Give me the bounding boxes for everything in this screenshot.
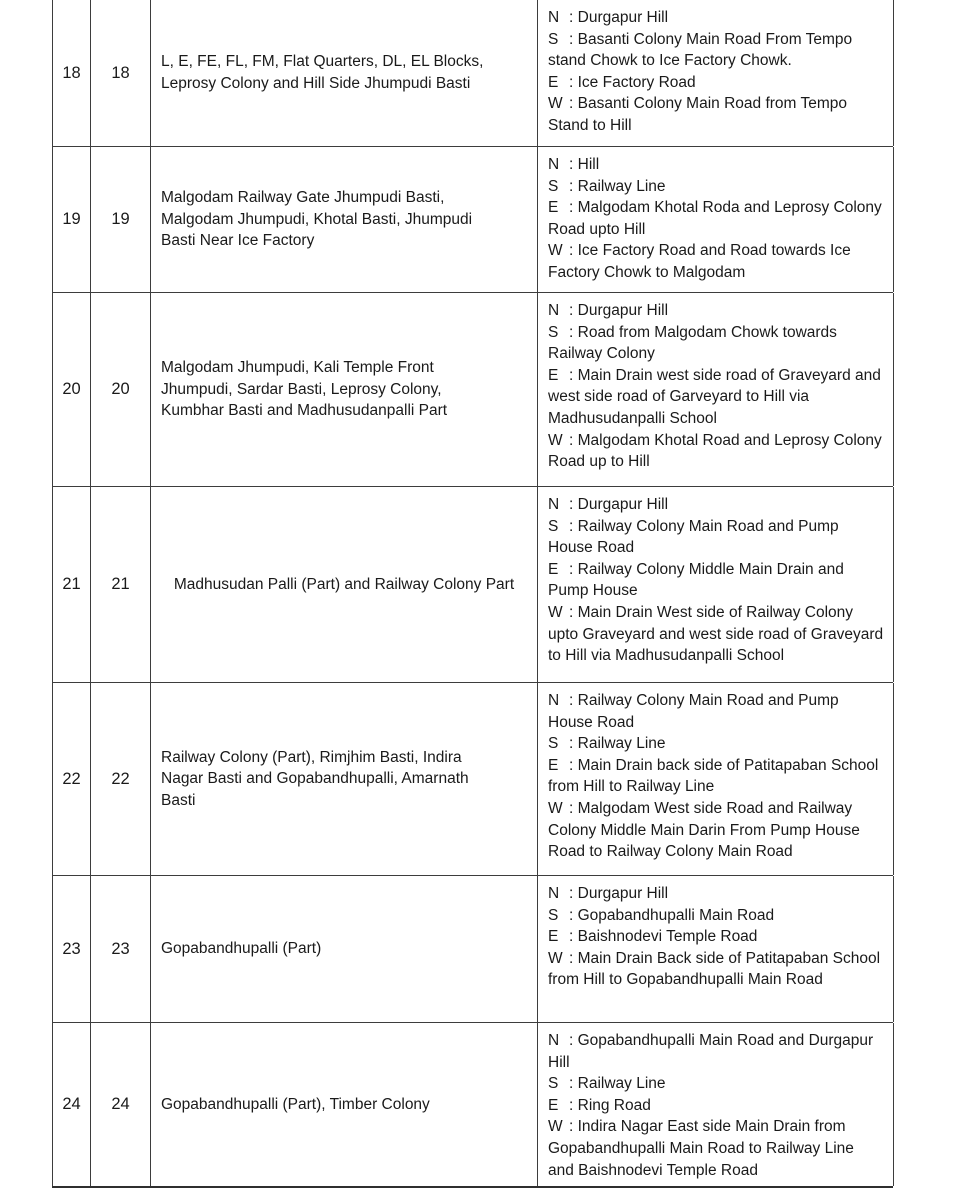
boundary-description: Ring Road — [577, 1096, 651, 1114]
boundary-direction-label: S — [548, 517, 559, 535]
area-description-cell: Madhusudan Palli (Part) and Railway Colony Part — [151, 487, 538, 682]
boundary-w — [548, 798, 884, 863]
boundary-description: Railway Colony Middle Main Drain and Pump House — [548, 560, 844, 600]
boundaries-cell — [538, 876, 894, 1022]
ward-number-cell: 23 — [91, 876, 151, 1022]
boundary-description: Baishnodevi Temple Road — [577, 928, 758, 946]
table-row-ward-22 — [52, 682, 893, 875]
boundary-direction-label: S — [548, 323, 559, 341]
boundary-separator: : — [569, 177, 578, 195]
boundary-direction-label: S — [548, 735, 559, 753]
boundary-direction-label: W — [548, 1118, 563, 1136]
boundary-s — [548, 29, 884, 72]
boundary-description: Durgapur Hill — [577, 885, 669, 902]
boundary-separator: : — [569, 560, 578, 578]
boundary-direction-label: S — [548, 906, 559, 924]
boundary-direction-label: S — [548, 30, 559, 48]
boundary-direction-label: E — [548, 928, 559, 946]
boundary-description: Malgodam West side Road and Railway Colony Middle Main Darin From Pump House Road to Railway Colony Main Road — [548, 799, 860, 861]
boundary-separator: : — [569, 302, 578, 319]
boundary-description: Road from Malgodam Chowk towards Railway Colony — [548, 323, 837, 363]
boundary-separator: : — [569, 1096, 578, 1114]
boundary-separator: : — [569, 323, 578, 341]
boundary-s — [548, 733, 884, 755]
boundary-description: Durgapur Hill — [577, 302, 669, 319]
boundary-s — [548, 322, 884, 365]
boundary-e — [548, 755, 884, 798]
boundary-separator: : — [569, 756, 578, 774]
boundary-n — [548, 494, 884, 516]
boundary-direction-label: E — [548, 366, 559, 384]
boundary-e — [548, 926, 884, 948]
boundary-w — [548, 948, 884, 991]
boundary-e — [548, 365, 884, 430]
boundary-direction-label: E — [548, 1096, 559, 1114]
table-row-ward-24 — [52, 1022, 893, 1186]
boundary-separator: : — [569, 949, 578, 967]
boundary-direction-label: N — [548, 885, 560, 902]
ward-number-cell: 20 — [91, 293, 151, 486]
boundary-s — [548, 176, 884, 198]
boundary-separator: : — [569, 517, 578, 535]
boundaries-cell — [538, 683, 894, 875]
boundary-description: Basanti Colony Main Road from Tempo Stand to Hill — [548, 95, 847, 134]
boundary-direction-label: E — [548, 560, 559, 578]
table-row-ward-23 — [52, 875, 893, 1022]
boundary-separator: : — [569, 496, 578, 513]
boundary-e — [548, 1095, 884, 1117]
boundary-description: Basanti Colony Main Road From Tempo stand Chowk to Ice Factory Chowk. — [548, 30, 853, 70]
boundary-direction-label: S — [548, 1075, 559, 1093]
boundary-w — [548, 240, 884, 283]
boundary-s — [548, 516, 884, 559]
area-description-cell: L, E, FE, FL, FM, Flat Quarters, DL, EL Blocks, Leprosy Colony and Hill Side Jhumpudi Basti — [151, 0, 538, 146]
boundaries-cell — [538, 0, 894, 146]
boundary-description: Durgapur Hill — [577, 9, 669, 26]
boundary-direction-label: E — [548, 73, 559, 91]
boundary-direction-label: W — [548, 242, 563, 260]
boundary-separator: : — [569, 928, 578, 946]
boundary-separator: : — [569, 95, 578, 113]
boundary-description: Railway Colony Main Road and Pump House Road — [548, 692, 839, 731]
boundary-description: Main Drain Back side of Patitapaban School from Hill to Gopabandhupalli Main Road — [548, 949, 881, 989]
boundary-direction-label: W — [548, 431, 563, 449]
boundary-separator: : — [569, 799, 578, 817]
boundary-description: Main Drain west side road of Graveyard and west side road of Garveyard to Hill via Madhusudanpalli School — [548, 366, 881, 427]
table-row-ward-19 — [52, 146, 893, 292]
boundary-w — [548, 430, 884, 473]
boundaries-cell — [538, 1023, 894, 1186]
boundary-s — [548, 1073, 884, 1095]
ward-number-cell: 21 — [91, 487, 151, 682]
area-description-cell: Malgodam Railway Gate Jhumpudi Basti, Malgodam Jhumpudi, Khotal Basti, Jhumpudi Basti Near Ice Factory — [151, 147, 538, 292]
boundary-n — [548, 883, 884, 905]
boundary-e — [548, 197, 884, 240]
boundary-n — [548, 300, 884, 322]
boundary-separator: : — [569, 885, 578, 902]
boundary-direction-label: W — [548, 603, 563, 621]
ward-number-cell: 24 — [91, 1023, 151, 1186]
boundary-separator: : — [569, 242, 578, 260]
boundaries-cell — [538, 487, 894, 682]
boundary-direction-label: N — [548, 692, 560, 709]
boundary-w — [548, 602, 884, 667]
boundary-description: Railway Line — [577, 1075, 666, 1093]
boundary-separator: : — [569, 906, 578, 924]
boundaries-cell — [538, 147, 894, 292]
boundary-description: Gopabandhupalli Main Road and Durgapur Hill — [548, 1032, 874, 1071]
boundary-description: Railway Line — [577, 735, 666, 753]
boundary-separator: : — [569, 199, 578, 217]
boundary-direction-label: S — [548, 177, 559, 195]
boundary-separator: : — [569, 30, 578, 48]
serial-number-cell: 22 — [53, 683, 91, 875]
boundary-e — [548, 559, 884, 602]
table-row-ward-18 — [52, 0, 893, 146]
boundary-separator: : — [569, 431, 578, 449]
boundary-direction-label: N — [548, 302, 560, 319]
table-row-ward-21 — [52, 486, 893, 682]
boundary-description: Indira Nagar East side Main Drain from Gopabandhupalli Main Road to Railway Line and Baishnodevi Temple Road — [548, 1118, 854, 1179]
boundary-separator: : — [569, 1118, 578, 1136]
boundary-separator: : — [569, 603, 578, 621]
boundary-description: Railway Colony Main Road and Pump House Road — [548, 517, 839, 557]
boundary-w — [548, 93, 884, 136]
serial-number-cell: 23 — [53, 876, 91, 1022]
area-description-cell: Gopabandhupalli (Part), Timber Colony — [151, 1023, 538, 1186]
boundary-direction-label: N — [548, 9, 560, 26]
boundary-direction-label: W — [548, 95, 563, 113]
boundary-description: Gopabandhupalli Main Road — [577, 906, 775, 924]
boundary-direction-label: N — [548, 156, 560, 173]
serial-number-cell: 24 — [53, 1023, 91, 1186]
boundary-description: Malgodam Khotal Road and Leprosy Colony Road up to Hill — [548, 431, 882, 471]
boundary-separator: : — [569, 366, 578, 384]
area-description-cell: Railway Colony (Part), Rimjhim Basti, Indira Nagar Basti and Gopabandhupalli, Amarnath Basti — [151, 683, 538, 875]
boundaries-cell — [538, 293, 894, 486]
boundary-direction-label: W — [548, 949, 563, 967]
table-row-ward-20 — [52, 292, 893, 486]
boundary-w — [548, 1116, 884, 1181]
area-description-cell: Gopabandhupalli (Part) — [151, 876, 538, 1022]
boundary-description: Main Drain West side of Railway Colony upto Graveyard and west side road of Graveyard to Hill via Madhusudanpalli School — [548, 603, 884, 665]
serial-number-cell: 20 — [53, 293, 91, 486]
boundary-description: Ice Factory Road and Road towards Ice Factory Chowk to Malgodam — [548, 242, 851, 281]
boundary-description: Main Drain back side of Patitapaban School from Hill to Railway Line — [548, 756, 879, 796]
boundary-separator: : — [569, 735, 578, 753]
boundary-direction-label: N — [548, 1032, 560, 1049]
boundary-e — [548, 72, 884, 94]
boundary-n — [548, 1030, 884, 1073]
boundary-separator: : — [569, 692, 578, 709]
boundary-direction-label: W — [548, 799, 563, 817]
serial-number-cell: 21 — [53, 487, 91, 682]
boundary-direction-label: E — [548, 199, 559, 217]
boundary-description: Railway Line — [577, 177, 666, 195]
ward-number-cell: 19 — [91, 147, 151, 292]
boundary-n — [548, 690, 884, 733]
ward-boundary-table — [52, 0, 893, 1188]
boundary-separator: : — [569, 73, 578, 91]
ward-number-cell: 18 — [91, 0, 151, 146]
area-description-cell: Malgodam Jhumpudi, Kali Temple Front Jhumpudi, Sardar Basti, Leprosy Colony, Kumbhar Basti and Madhusudanpalli Part — [151, 293, 538, 486]
boundary-separator: : — [569, 156, 578, 173]
boundary-n — [548, 7, 884, 29]
boundary-separator: : — [569, 1032, 578, 1049]
serial-number-cell: 18 — [53, 0, 91, 146]
boundary-description: Malgodam Khotal Roda and Leprosy Colony Road upto Hill — [548, 199, 882, 238]
boundary-separator: : — [569, 1075, 578, 1093]
boundary-description: Durgapur Hill — [577, 496, 669, 513]
boundary-description: Ice Factory Road — [577, 73, 696, 91]
boundary-direction-label: E — [548, 756, 559, 774]
boundary-direction-label: N — [548, 496, 560, 513]
boundary-n — [548, 154, 884, 176]
serial-number-cell: 19 — [53, 147, 91, 292]
boundary-separator: : — [569, 9, 578, 26]
boundary-s — [548, 905, 884, 927]
boundary-description: Hill — [577, 156, 600, 173]
ward-number-cell: 22 — [91, 683, 151, 875]
